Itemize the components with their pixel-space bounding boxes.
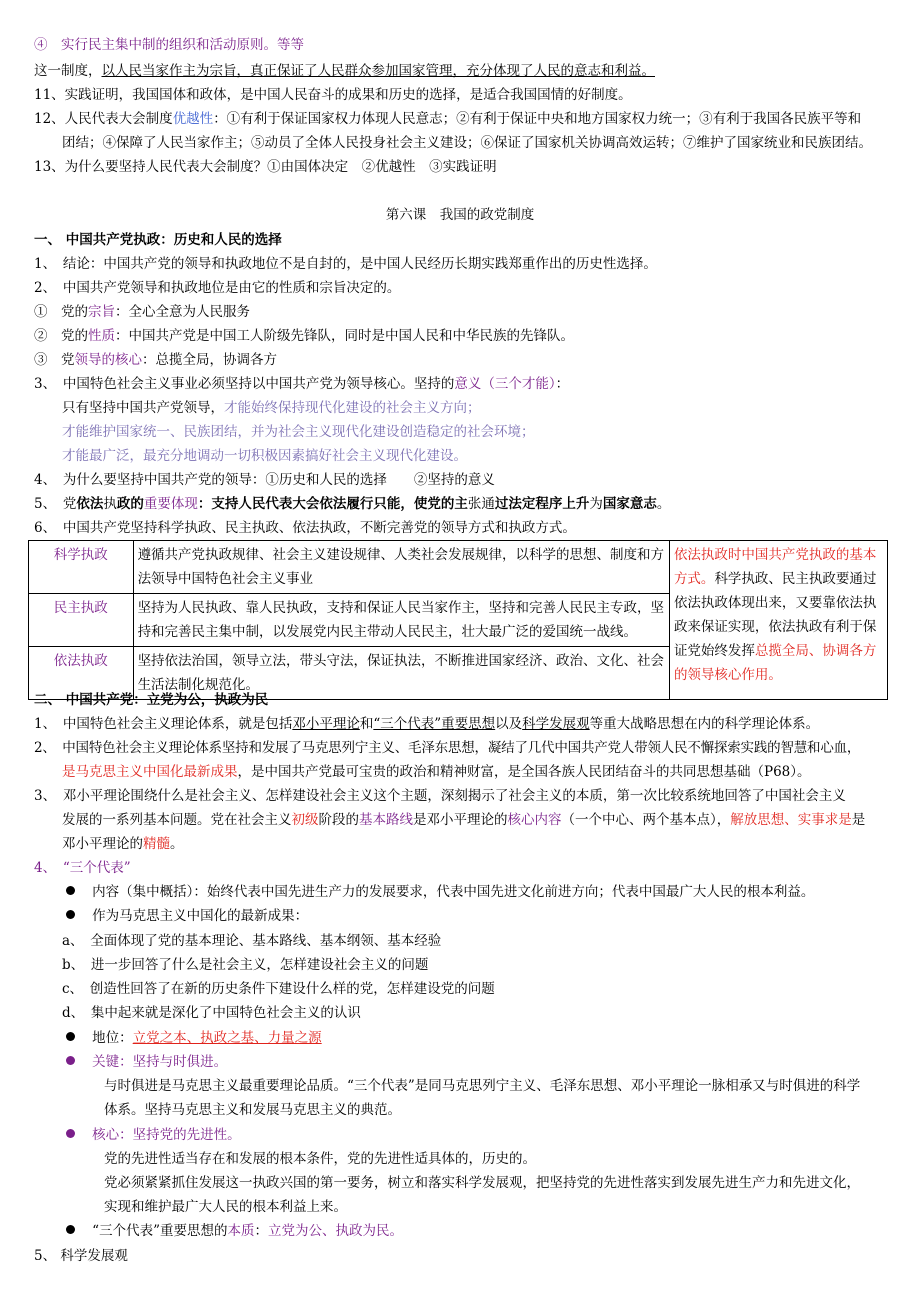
s1-sub-2: ② 党的性质：中国共产党是中国工人阶级先锋队，同时是中国人民和中华民族的先锋队。 bbox=[34, 328, 574, 344]
bullet-icon bbox=[66, 1225, 75, 1234]
table-cell-name: 民主执政 bbox=[29, 594, 134, 647]
sub-d: d、 集中起来就是深化了中国特色社会主义的认识 bbox=[62, 1005, 361, 1021]
s1-meaning-1: 只有坚持中国共产党领导，才能始终保持现代化建设的社会主义方向； bbox=[62, 400, 481, 416]
table-cell-name: 科学执政 bbox=[29, 541, 134, 594]
key-text-2: 体系。坚持马克思主义和发展马克思主义的典范。 bbox=[104, 1102, 401, 1118]
list-item-11: 11、实践证明，我国国体和政体，是中国人民奋斗的成果和历史的选择，是适合我国国情的好制度。 bbox=[34, 87, 632, 103]
table-note: 依法执政时中国共产党执政的基本方式。科学执政、民主执政要通过依法执政体现出来，又要靠依法执政来保证实现，依法执政有利于保证党始终发挥总揽全局、协调各方的领导核心作用。 bbox=[669, 541, 887, 700]
section-heading-2: 二、 中国共产党：立党为公，执政为民 bbox=[34, 692, 269, 708]
section-heading-1: 一、 中国共产党执政：历史和人民的选择 bbox=[34, 232, 282, 248]
bullet-position: 地位：立党之本、执政之基、力量之源 bbox=[66, 1028, 322, 1048]
bullet-latest-result: 作为马克思主义中国化的最新成果： bbox=[66, 906, 308, 926]
s2-item-3: 3、 邓小平理论围绕什么是社会主义、怎样建设社会主义这个主题，深刻揭示了社会主义的本质，第一次比较系统地回答了中国社会主义 bbox=[34, 788, 846, 804]
bullet-icon bbox=[66, 1056, 75, 1065]
table-cell-desc: 遵循共产党执政规律、社会主义建设规律、人类社会发展规律，以科学的思想、制度和方法领导中国特色社会主义事业 bbox=[133, 541, 669, 594]
core-text-1: 党的先进性适当存在和发展的根本条件，党的先进性适具体的，历史的。 bbox=[104, 1151, 536, 1167]
core-text-2: 党必须紧紧抓住发展这一执政兴国的第一要务，树立和落实科学发展观，把坚持党的先进性落实到发展先进生产力和先进文化， bbox=[104, 1175, 860, 1191]
core-text-3: 实现和维护最广大人民的根本利益上来。 bbox=[104, 1199, 347, 1215]
s2-item-2: 2、 中国特色社会主义理论体系坚持和发展了马克思列宁主义、毛泽东思想，凝结了几代中国共产党人带领人民不懈探索实践的智慧和心血， bbox=[34, 740, 861, 756]
s1-item-1: 1、 结论：中国共产党的领导和执政地位不是自封的，是中国人民经历长期实践郑重作出的历史性选择。 bbox=[34, 256, 657, 272]
s1-meaning-3: 才能最广泛，最充分地调动一切积极因素搞好社会主义现代化建设。 bbox=[62, 448, 467, 464]
list-item-4: ④ 实行民主集中制的组织和活动原则。等等 bbox=[34, 37, 304, 53]
s2-item-1: 1、 中国特色社会主义理论体系，就是包括邓小平理论和“三个代表”重要思想以及科学发展观等重大战略思想在内的科学理论体系。 bbox=[34, 716, 820, 732]
table-cell-name: 依法执政 bbox=[29, 647, 134, 700]
s1-meaning-2: 才能维护国家统一、民族团结，并为社会主义现代化建设创造稳定的社会环境； bbox=[62, 424, 535, 440]
sub-c: c、 创造性回答了在新的历史条件下建设什么样的党，怎样建设党的问题 bbox=[62, 981, 495, 997]
bullet-key: 关键：坚持与时俱进。 bbox=[66, 1052, 227, 1072]
bullet-essence: “三个代表”重要思想的本质：立党为公、执政为民。 bbox=[66, 1221, 403, 1241]
table-cell-desc: 坚持为人民执政、靠人民执政，支持和保证人民当家作主，坚持和完善人民民主专政，坚持和完善民主集中制，以发展党内民主带动人民民主，壮大最广泛的爱国统一战线。 bbox=[133, 594, 669, 647]
table-row bbox=[29, 541, 888, 594]
s2-item-2-cont: 是马克思主义中国化最新成果，是中国共产党最可宝贵的政治和精神财富，是全国各族人民团结奋斗的共同思想基础（P68）。 bbox=[62, 764, 811, 780]
s1-sub-3: ③ 党领导的核心：总揽全局，协调各方 bbox=[34, 352, 277, 368]
s2-item-4: 4、 “三个代表” bbox=[34, 860, 131, 876]
s1-item-4: 4、 为什么要坚持中国共产党的领导：①历史和人民的选择 ②坚持的意义 bbox=[34, 472, 495, 488]
s1-item-6: 6、 中国共产党坚持科学执政、民主执政、依法执政，不断完善党的领导方式和执政方式。 bbox=[34, 520, 576, 536]
list-item-12-cont: 团结；④保障了人民当家作主；⑤动员了全体人民投身社会主义建设；⑥保证了国家机关协调高效运转；⑦维护了国家统业和民族团结。 bbox=[62, 135, 872, 151]
sub-b: b、 进一步回答了什么是社会主义，怎样建设社会主义的问题 bbox=[62, 957, 429, 973]
key-text-1: 与时俱进是马克思主义最重要理论品质。“三个代表”是同马克思列宁主义、毛泽东思想、邓小平理论一脉相承又与时俱进的科学 bbox=[104, 1078, 861, 1094]
paragraph-system-purpose: 这一制度，以人民当家作主为宗旨，真正保证了人民群众参加国家管理，充分体现了人民的意志和利益。 bbox=[34, 63, 655, 79]
sub-a: a、 全面体现了党的基本理论、基本路线、基本纲领、基本经验 bbox=[62, 933, 442, 949]
s1-item-2: 2、 中国共产党领导和执政地位是由它的性质和宗旨决定的。 bbox=[34, 280, 401, 296]
bullet-icon bbox=[66, 1032, 75, 1041]
governance-table bbox=[28, 540, 888, 700]
bullet-icon bbox=[66, 910, 75, 919]
s1-item-5: 5、 党依法执政的重要体现：支持人民代表大会依法履行只能，使党的主张通过法定程序上升为国家意志。 bbox=[34, 496, 671, 512]
table-cell-desc: 坚持依法治国，领导立法，带头守法，保证执法，不断推进国家经济、政治、文化、社会生活法制化规范化。 bbox=[133, 647, 669, 700]
s1-item-3: 3、 中国特色社会主义事业必须坚持以中国共产党为领导核心。坚持的意义（三个才能）： bbox=[34, 376, 570, 392]
s1-sub-1: ① 党的宗旨：全心全意为人民服务 bbox=[34, 304, 250, 320]
bullet-content: 内容（集中概括）：始终代表中国先进生产力的发展要求，代表中国先进文化前进方向；代表中国最广大人民的根本利益。 bbox=[66, 882, 814, 902]
s2-item-5: 5、 科学发展观 bbox=[34, 1248, 128, 1264]
s2-item-3-cont: 发展的一系列基本问题。党在社会主义初级阶段的基本路线是邓小平理论的核心内容（一个中心、两个基本点），解放思想、实事求是是 bbox=[62, 812, 866, 828]
s2-item-3-cont2: 邓小平理论的精髓。 bbox=[62, 836, 184, 852]
bullet-icon bbox=[66, 886, 75, 895]
bullet-icon bbox=[66, 1129, 75, 1138]
list-item-12: 12、人民代表大会制度优越性：①有利于保证国家权力体现人民意志；②有利于保证中央和地方国家权力统一；③有利于我国各民族平等和 bbox=[34, 111, 862, 127]
lesson-title: 第六课 我国的政党制度 bbox=[385, 207, 535, 223]
bullet-core: 核心：坚持党的先进性。 bbox=[66, 1125, 241, 1145]
list-item-13: 13、为什么要坚持人民代表大会制度？①由国体决定 ②优越性 ③实践证明 bbox=[34, 159, 497, 175]
